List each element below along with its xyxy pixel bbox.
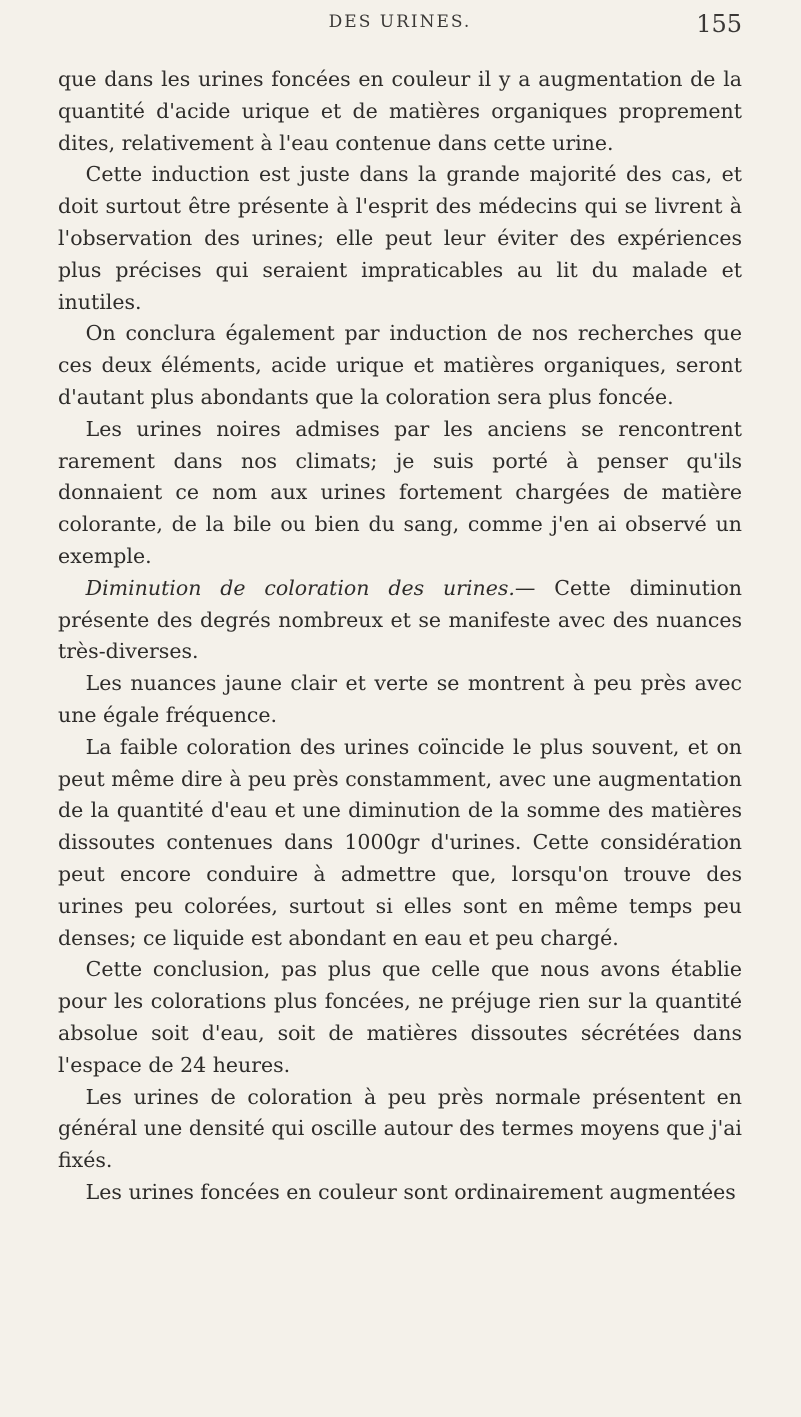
paragraph-text: Les urines foncées en couleur sont ordinairement augmentées [85,1179,736,1204]
section-heading: Diminution de coloration des urines. [85,575,515,600]
paragraph-7 [58,732,742,955]
paragraph-text: La faible coloration des urines coïncide le plus souvent, et on peut même dire à peu près constamment, avec une augmentation de la quantité d'eau et une diminution de la somme des matières dissoutes contenues dans 1000gr d'urines. Cette considération peut encore conduire à admettre que, lorsqu'on trouve des urines peu colorées, surtout si elles sont en même temps peu denses; ce liquide est abondant en eau et peu chargé. [58,734,742,950]
paragraph-1 [58,64,742,159]
paragraph-3 [58,318,742,413]
paragraph-text: Les nuances jaune clair et verte se montrent à peu près avec une égale fréquence. [58,671,742,727]
paragraph-text: Cette induction est juste dans la grande majorité des cas, et doit surtout être présente à l'esprit des médecins qui se livrent à l'observation des urines; elle peut leur éviter des expériences plus précises qui seraient impraticables au lit du malade et inutiles. [58,162,742,314]
paragraph-text: Cette conclusion, pas plus que celle que nous avons établie pour les colorations plus foncées, ne préjuge rien sur la quantité absolue soit d'eau, soit de matières dissoutes sécrétées dans l'espace de 24 heures. [58,957,742,1077]
paragraph-text: Les urines de coloration à peu près normale présentent en général une densité qui oscille autour des termes moyens que j'ai fixés. [58,1084,742,1173]
paragraph-6 [58,668,742,732]
body-text [58,64,742,1209]
paragraph-2 [58,159,742,318]
paragraph-text: que dans les urines foncées en couleur il y a augmentation de la quantité d'acide urique et de matières organiques proprement dites, relativement à l'eau contenue dans cette urine. [58,67,742,155]
paragraph-8 [58,954,742,1081]
page-number: 155 [696,10,742,38]
page-header [58,8,742,48]
paragraph-5 [58,573,742,668]
paragraph-text: On conclura également par induction de nos recherches que ces deux éléments, acide urique et matières organiques, seront d'autant plus abondants que la coloration sera plus foncée. [58,321,742,409]
paragraph-9 [58,1082,742,1177]
paragraph-10 [58,1177,742,1209]
paragraph-text: Les urines noires admises par les anciens se rencontrent rarement dans nos climats; je suis porté à penser qu'ils donnaient ce nom aux urines fortement chargées de matière colorante, de la bile ou bien du sang, comme j'en ai observé un exemple. [58,416,742,568]
paragraph-text: — Cette diminution présente des degrés nombreux et se manifeste avec des nuances très-diverses. [58,575,742,664]
paragraph-4 [58,414,742,573]
running-title: DES URINES. [328,12,472,32]
